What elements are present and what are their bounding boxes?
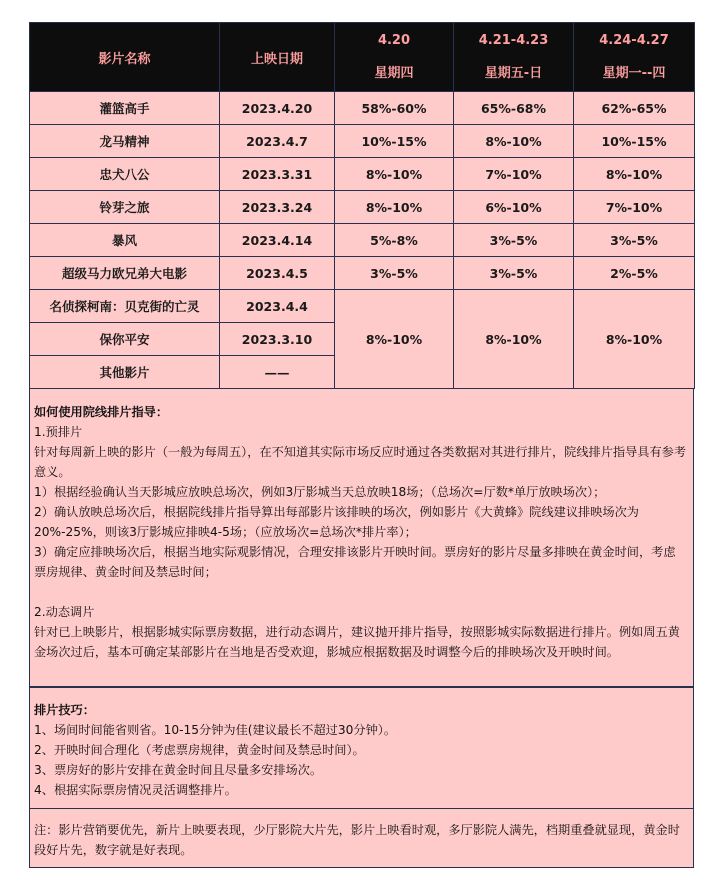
film-name: 超级马力欧兄弟大电影 [30,257,220,290]
tip-item: 3、票房好的影片安排在黄金时间且尽量多安排场次。 [34,763,323,777]
table-row [30,92,695,125]
table-row [30,158,695,191]
film-name: 其他影片 [30,356,220,389]
tips-title: 排片技巧： [34,703,95,717]
release-date: 2023.3.10 [220,323,335,356]
release-date: 2023.3.24 [220,191,335,224]
tips-section [29,687,694,809]
share-value: 58%-60% [335,92,454,125]
merged-share-value: 8%-10% [454,290,574,389]
release-date: 2023.4.20 [220,92,335,125]
header-row [30,23,695,92]
guide-section [29,392,694,687]
film-name: 忠犬八公 [30,158,220,191]
release-date: 2023.3.31 [220,158,335,191]
share-value: 3%-5% [454,257,574,290]
guide-paragraph: 2）确认放映总场次后，根据院线排片指导算出每部影片该排映的场次，例如影片《大黄蜂》院线建议排映场次为20%-25%，则该3厅影城应排映4-5场；（应放场次=总场次*排片率）； [34,505,639,539]
table-row [30,191,695,224]
guide-section-title: 2.动态调片 [34,605,95,619]
release-date: —— [220,356,335,389]
share-value: 3%-5% [454,224,574,257]
guide-title: 如何使用院线排片指导： [34,405,169,419]
share-value: 62%-65% [574,92,695,125]
header-col-4-21 [454,23,574,92]
film-name: 保你平安 [30,323,220,356]
header-film: 影片名称 [30,23,220,92]
film-name: 灌篮高手 [30,92,220,125]
schedule-table [29,22,695,389]
guide-paragraph: 1）根据经验确认当天影城应放映总场次，例如3厅影城当天总放映18场；（总场次=厅数*单厅放映场次）； [34,485,606,499]
tip-item: 1、场间时间能省则省。10-15分钟为佳(建议最长不超过30分钟）。 [34,723,397,737]
share-value: 3%-5% [574,224,695,257]
guide-paragraph: 针对每周新上映的影片（一般为每周五），在不知道其实际市场反应时通过各类数据对其进行排片，院线排片指导具有参考意义。 [34,445,687,479]
tip-item: 2、开映时间合理化（考虑票房规律，黄金时间及禁忌时间）。 [34,743,365,757]
share-value: 8%-10% [454,125,574,158]
guide-section-title: 1.预排片 [34,425,83,439]
merged-share-value: 8%-10% [335,290,454,389]
guide-paragraph: 针对已上映影片，根据影城实际票房数据，进行动态调片，建议抛开排片指导，按照影城实际数据进行排片。例如周五黄金场次过后，基本可确定某部影片在当地是否受欢迎，影城应根据数据及时调整今后的排映场次及开映时间。 [34,625,680,659]
share-value: 7%-10% [454,158,574,191]
share-value: 65%-68% [454,92,574,125]
share-value: 8%-10% [335,191,454,224]
header-date: 4.20 [377,33,411,48]
share-value: 10%-15% [335,125,454,158]
table-row [30,224,695,257]
tip-item: 4、根据实际票房情况灵活调整排片。 [34,783,237,797]
film-name: 铃芽之旅 [30,191,220,224]
header-release-date: 上映日期 [220,23,335,92]
share-value: 10%-15% [574,125,695,158]
release-date: 2023.4.5 [220,257,335,290]
share-value: 8%-10% [574,158,695,191]
header-date: 4.24-4.27 [599,33,669,48]
share-value: 8%-10% [335,158,454,191]
release-date: 2023.4.4 [220,290,335,323]
merged-share-value: 8%-10% [574,290,695,389]
release-date: 2023.4.14 [220,224,335,257]
share-value: 5%-8% [335,224,454,257]
header-weekday: 星期一--四 [602,66,666,81]
film-name: 龙马精神 [30,125,220,158]
share-value: 3%-5% [335,257,454,290]
header-col-4-24 [574,23,695,92]
header-weekday: 星期五-日 [484,66,543,81]
header-weekday: 星期四 [374,66,414,81]
spacer [34,582,687,602]
share-value: 6%-10% [454,191,574,224]
film-name: 名侦探柯南：贝克街的亡灵 [30,290,220,323]
note-section [29,808,694,868]
table-row [30,290,695,323]
header-col-4-20 [335,23,454,92]
share-value: 2%-5% [574,257,695,290]
guide-paragraph: 3）确定应排映场次后，根据当地实际观影情况，合理安排该影片开映时间。票房好的影片尽量多排映在黄金时间，考虑票房规律、黄金时间及禁忌时间； [34,545,676,579]
table-row [30,257,695,290]
film-name: 暴风 [30,224,220,257]
table-row [30,125,695,158]
header-date: 4.21-4.23 [478,33,549,48]
share-value: 7%-10% [574,191,695,224]
release-date: 2023.4.7 [220,125,335,158]
note-text: 注：影片营销要优先，新片上映要表现，少厅影院大片先，影片上映看时观，多厅影院人满先，档期重叠就显现，黄金时段好片先，数字就是好表现。 [34,823,680,857]
